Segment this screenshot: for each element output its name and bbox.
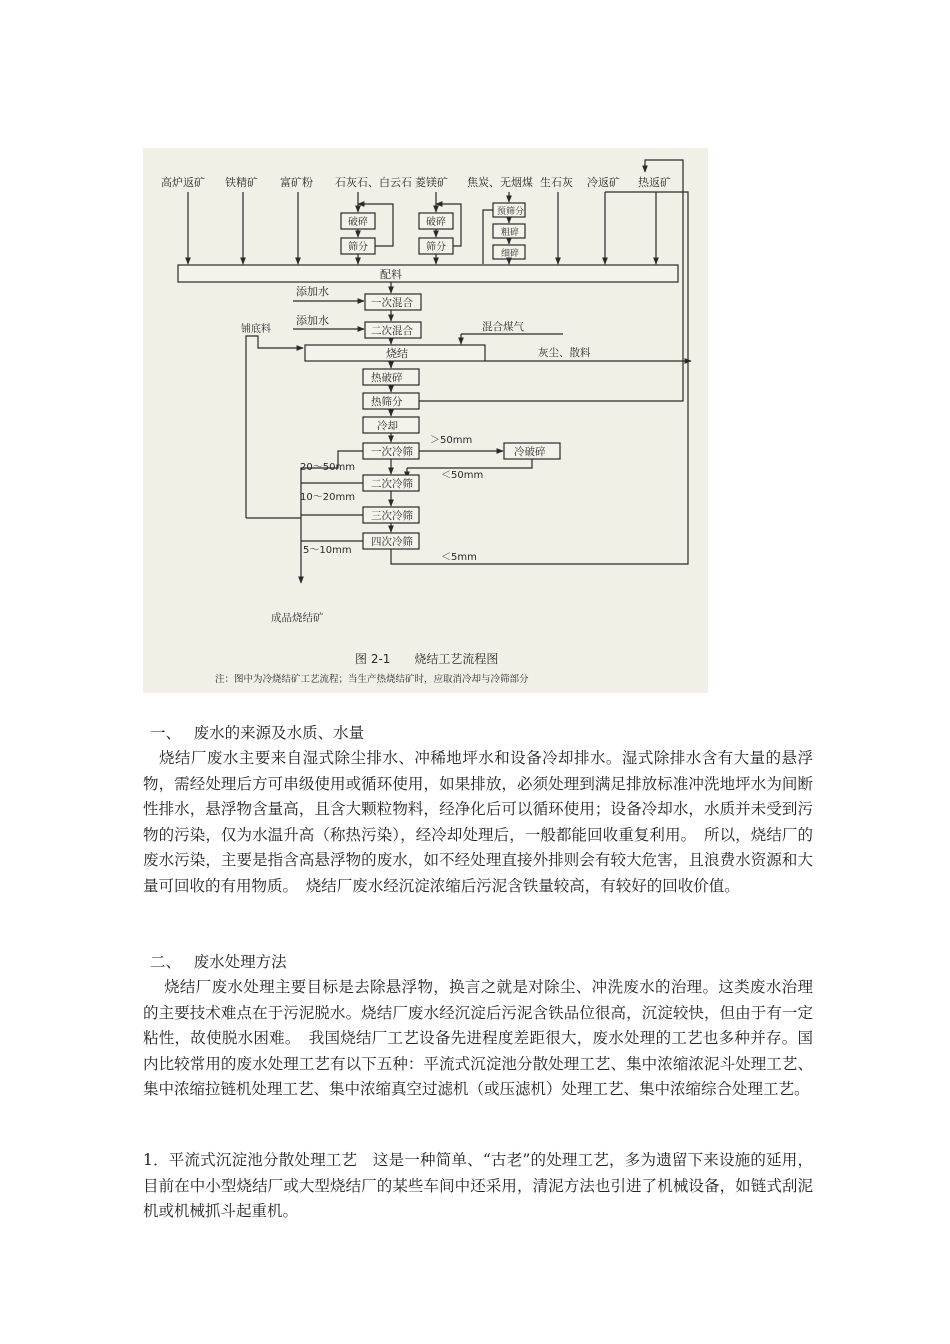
figure-caption: 图 2-1 烧结工艺流程图: [355, 652, 499, 666]
src-cold-return: 冷返矿: [587, 176, 620, 189]
section1-body: 烧结厂废水主要来自湿式除尘排水、冲稀地坪水和设备冷却排水。湿式除排水含有大量的悬浮物，需经处理后方可串级使用或循环使用，如果排放，必须处理到满足排放标准冲洗地坪水为间断性排水，悬浮物含量高，且含大颗粒物料，经净化后可以循环使用；设备冷却水，水质并未受到污物的污染，仅为水温升高（称热污染），经冷却处理后，一般都能回收重复利用。 所以，烧结厂的废水污染，主要是指含高悬浮物的废水，如不经处理直接外排则会有较大危害，且浪费水资源和大量可回收的有用物质。 烧结厂废水经沉淀浓缩后污泥含铁量较高，有较好的回收价值。: [143, 749, 813, 895]
magnesite-screen: 筛分: [426, 242, 446, 253]
water-add-1: 添加水: [296, 285, 329, 298]
mix2-label: 二次混合: [371, 325, 413, 337]
bedding-label: 铺底料: [241, 324, 271, 335]
limestone-crush: 破碎: [348, 217, 368, 228]
src-quicklime: 生石灰: [540, 176, 573, 189]
gt50-label: ＞50mm: [430, 435, 473, 446]
section1-heading: 一、 废水的来源及水质、水量: [150, 724, 365, 742]
gas-label: 混合煤气: [482, 321, 524, 333]
magnesite-crush: 破碎: [426, 217, 446, 228]
cooling-label: 冷却: [377, 420, 398, 432]
cold-screen1-label: 一次冷筛: [371, 446, 413, 458]
r20-50-label: 20～50mm: [300, 462, 355, 473]
coke-fine-crush: 细碎: [501, 249, 520, 259]
batching-label: 配料: [380, 268, 402, 281]
water-add-2: 添加水: [296, 314, 329, 327]
src-hot-return: 热返矿: [638, 176, 671, 189]
mix1-label: 一次混合: [371, 297, 413, 309]
coke-pre-screen: 预筛分: [497, 207, 525, 217]
hot-crush-label: 热破碎: [371, 372, 403, 384]
sinter-label: 烧结: [386, 347, 408, 360]
limestone-screen: 筛分: [348, 242, 368, 253]
src-magnesite: 菱镁矿: [415, 176, 448, 189]
r10-20-label: 10～20mm: [300, 492, 355, 503]
lt50-label: ＜50mm: [441, 470, 484, 481]
cold-screen3-label: 三次冷筛: [371, 510, 413, 522]
src-limestone: 石灰石、白云石: [335, 176, 412, 189]
cold-crush-label: 冷破碎: [514, 446, 546, 458]
section2-heading: 二、 废水处理方法: [150, 953, 287, 971]
src-coke: 焦炭、无烟煤: [467, 176, 533, 189]
hot-screen-label: 热筛分: [371, 396, 403, 408]
figure-note: 注：图中为冷烧结矿工艺流程；当生产热烧结矿时，应取消冷却与冷筛部分: [215, 674, 529, 685]
cold-screen4-label: 四次冷筛: [371, 536, 413, 548]
flowchart-svg: [143, 148, 708, 693]
coke-coarse-crush: 粗碎: [501, 228, 520, 238]
src-iron-concentrate: 铁精矿: [225, 176, 258, 189]
cold-screen2-label: 二次冷筛: [371, 478, 413, 490]
section2-body: 烧结厂废水处理主要目标是去除悬浮物，换言之就是对除尘、冲洗废水的治理。这类废水治理的主要技术难点在于污泥脱水。烧结厂废水经沉淀后污泥含铁品位很高，沉淀较快，但由于有一定粘性，故使脱水困难。 我国烧结厂工艺设备先进程度差距很大，废水处理的工艺也多种并存。国内比较常用的废水处理工艺有以下五种：平流式沉淀池分散处理工艺、集中浓缩浓泥斗处理工艺、集中浓缩拉链机处理工艺、集中浓缩真空过滤机（或压滤机）处理工艺、集中浓缩综合处理工艺。: [143, 978, 813, 1099]
r5-10-label: 5～10mm: [303, 545, 352, 556]
dust-label: 灰尘、散料: [538, 347, 591, 359]
product-label: 成品烧结矿: [271, 612, 324, 624]
lt5-label: ＜5mm: [441, 552, 477, 563]
section3-body: 1．平流式沉淀池分散处理工艺 这是一种简单、“古老”的处理工艺，多为遗留下来设施的延用，目前在中小型烧结厂或大型烧结厂的某些车间中还采用，清泥方法也引进了机械设备，如链式刮泥机或机械抓斗起重机。: [143, 1151, 813, 1221]
src-rich-ore: 富矿粉: [280, 176, 313, 189]
sintering-flowchart: [143, 148, 708, 693]
src-blast-furnace-return: 高炉返矿: [161, 176, 205, 189]
